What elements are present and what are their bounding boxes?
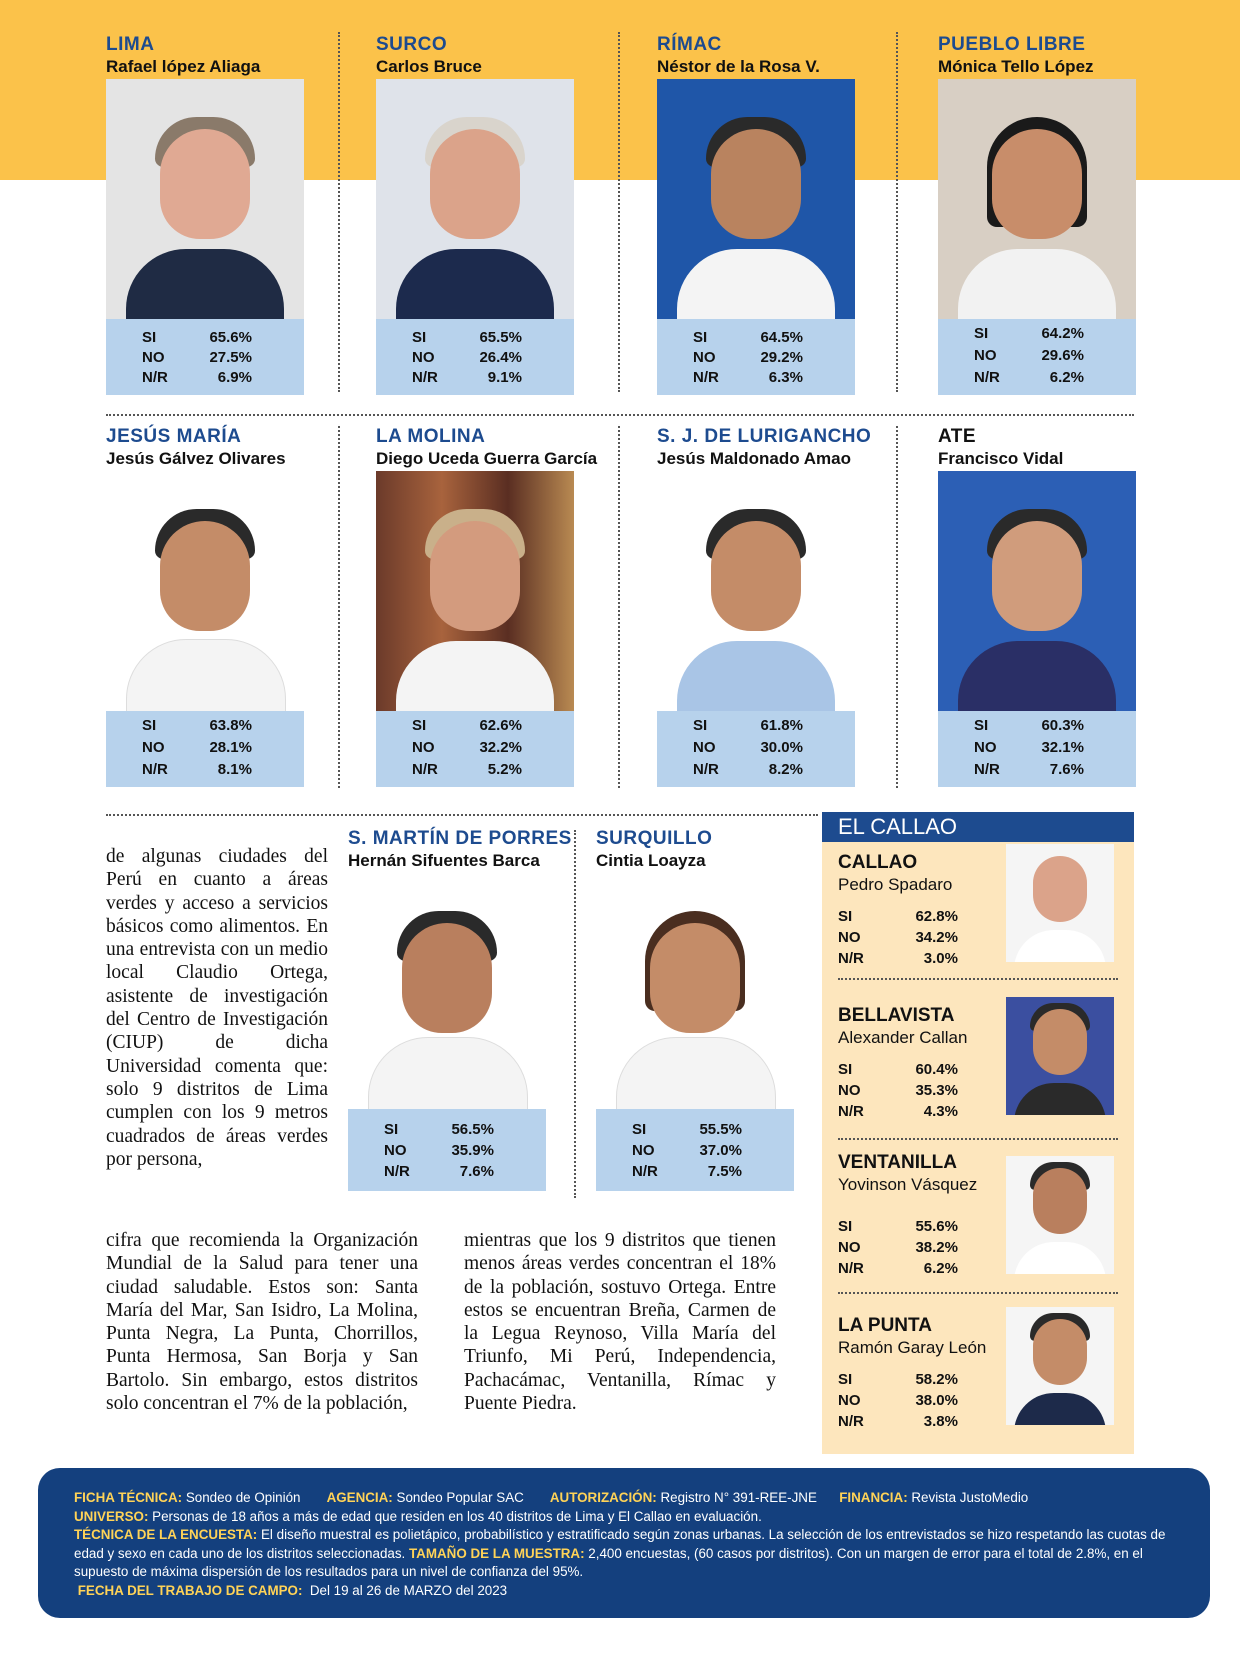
nr-value: 6.2% [923, 1260, 958, 1277]
candidate-card-pueblo-libre [938, 34, 1138, 395]
nr-value: 8.2% [768, 761, 803, 778]
nr-label: N/R [974, 761, 1000, 778]
column-divider [574, 830, 576, 1198]
universo-label: UNIVERSO: [74, 1508, 149, 1524]
poll-results [376, 319, 574, 395]
tamano-label: TAMAÑO DE LA MUESTRA: [409, 1545, 585, 1561]
column-divider [618, 32, 620, 392]
candidate-photo [657, 471, 855, 711]
universo-value: Personas de 18 años a más de edad que residen en los 40 distritos de Lima y El Callao en evaluación. [152, 1508, 762, 1524]
no-value: 35.9% [451, 1142, 494, 1159]
candidate-name: Cintia Loayza [596, 851, 706, 870]
candidate-name: Rafael lópez Aliaga [106, 57, 261, 76]
no-value: 32.2% [479, 739, 522, 756]
si-value: 55.6% [915, 1218, 958, 1235]
nr-value: 3.8% [923, 1413, 958, 1430]
nr-value: 8.1% [217, 761, 252, 778]
nr-value: 6.3% [768, 369, 803, 386]
row-divider [106, 814, 818, 816]
si-value: 60.4% [915, 1061, 958, 1078]
si-label: SI [142, 329, 157, 346]
nr-value: 5.2% [487, 761, 522, 778]
callao-title: EL CALLAO [822, 812, 1134, 842]
candidate-name: Hernán Sifuentes Barca [348, 851, 540, 870]
si-value: 64.2% [1041, 325, 1084, 342]
callao-divider [838, 1292, 1118, 1294]
nr-value: 3.0% [923, 950, 958, 967]
tecnica-label: TÉCNICA DE LA ENCUESTA: [74, 1527, 258, 1542]
candidate-photo [657, 79, 855, 319]
candidate-card-la-molina [376, 426, 598, 787]
si-value: 63.8% [209, 717, 252, 734]
candidate-name: Néstor de la Rosa V. [657, 57, 820, 76]
si-label: SI [384, 1121, 399, 1138]
fecha-label: FECHA DEL TRABAJO DE CAMPO: [77, 1582, 303, 1598]
candidate-photo [106, 79, 304, 319]
no-value: 26.4% [479, 349, 522, 366]
candidate-name: Diego Uceda Guerra García [376, 449, 598, 468]
callao-divider [838, 978, 1118, 980]
nr-value: 6.2% [1049, 369, 1084, 386]
financia-label: FINANCIA: [839, 1490, 908, 1505]
candidate-photo [1006, 1307, 1114, 1425]
si-label: SI [632, 1121, 647, 1138]
fecha-value: Del 19 al 26 de MARZO del 2023 [309, 1582, 508, 1598]
no-label: NO [974, 739, 997, 756]
nr-label: N/R [838, 950, 864, 967]
no-label: NO [838, 1082, 861, 1099]
si-label: SI [412, 329, 427, 346]
tamano-value: 2,400 encuestas, (60 casos por distritos). Con un margen de error para el total de 2.8%, en el supuesto de máxima dispersión de los resultados para un nivel de confianza del 95%. [74, 1545, 1143, 1579]
district-name: SURCO [376, 34, 448, 55]
si-value: 62.8% [915, 908, 958, 925]
candidate-name: Jesús Gálvez Olivares [106, 449, 286, 468]
district-name: BELLAVISTA [838, 1005, 955, 1026]
poll-results [106, 319, 304, 395]
no-value: 30.0% [760, 739, 803, 756]
no-label: NO [142, 739, 165, 756]
candidate-card-surco [376, 34, 576, 395]
district-name: S. J. DE LURIGANCHO [657, 426, 872, 447]
nr-label: N/R [838, 1413, 864, 1430]
no-value: 38.0% [915, 1392, 958, 1409]
district-name: RÍMAC [657, 34, 722, 55]
nr-value: 4.3% [923, 1103, 958, 1120]
candidate-card-lima [106, 34, 306, 395]
si-label: SI [693, 329, 708, 346]
candidate-card-rimac [657, 34, 857, 395]
district-name: VENTANILLA [838, 1152, 957, 1173]
no-label: NO [412, 349, 435, 366]
ficha-line-3 [74, 1526, 1184, 1582]
no-label: NO [693, 349, 716, 366]
no-label: NO [974, 347, 997, 364]
si-value: 61.8% [760, 717, 803, 734]
no-value: 32.1% [1041, 739, 1084, 756]
candidate-photo [376, 471, 574, 711]
si-value: 58.2% [915, 1371, 958, 1388]
column-divider [338, 32, 340, 392]
no-label: NO [142, 349, 165, 366]
nr-value: 7.6% [459, 1163, 494, 1180]
nr-label: N/R [632, 1163, 658, 1180]
district-name: LA PUNTA [838, 1315, 932, 1336]
si-value: 56.5% [451, 1121, 494, 1138]
nr-label: N/R [142, 761, 168, 778]
callao-divider [838, 1138, 1118, 1140]
candidate-photo [376, 79, 574, 319]
si-label: SI [142, 717, 157, 734]
district-name: LA MOLINA [376, 426, 486, 447]
no-label: NO [838, 929, 861, 946]
no-label: NO [693, 739, 716, 756]
column-divider [338, 426, 340, 788]
poll-results [657, 319, 855, 395]
nr-value: 7.5% [707, 1163, 742, 1180]
candidate-card-ate [938, 426, 1138, 787]
candidate-card-surquillo [596, 828, 796, 1191]
autorizacion-value: Registro N° 391-REE-JNE [660, 1490, 817, 1505]
nr-label: N/R [693, 761, 719, 778]
technical-sheet [38, 1468, 1210, 1618]
si-label: SI [838, 1061, 853, 1078]
ficha-line-4 [74, 1582, 1184, 1601]
no-label: NO [384, 1142, 407, 1159]
district-name: LIMA [106, 34, 155, 55]
candidate-photo [1006, 1156, 1114, 1274]
candidate-card-jesus-maria [106, 426, 306, 787]
no-label: NO [838, 1392, 861, 1409]
no-value: 37.0% [699, 1142, 742, 1159]
poll-results [938, 319, 1136, 395]
nr-label: N/R [838, 1103, 864, 1120]
poll-results [106, 711, 304, 787]
nr-value: 6.9% [217, 369, 252, 386]
si-label: SI [838, 1371, 853, 1388]
nr-label: N/R [838, 1260, 864, 1277]
agencia-label: AGENCIA: [326, 1490, 393, 1505]
nr-value: 7.6% [1049, 761, 1084, 778]
article-column-1-bottom: cifra que recomienda la Organización Mundial de la Salud para tener una ciudad saludable. Estos son: Santa María del Mar, San Isidro, La Molina, Punta Negra, La Punta, Chorrillos, Punta Hermosa, San Borja y San Bartolo. Sin embargo, estos distritos solo concentran el 7% de la población, [106, 1230, 418, 1415]
poll-results [938, 711, 1136, 787]
ficha-line-1 [74, 1489, 1184, 1508]
candidate-name: Ramón Garay León [838, 1338, 987, 1357]
district-name: SURQUILLO [596, 828, 713, 849]
candidate-name: Francisco Vidal [938, 449, 1064, 468]
column-divider [896, 426, 898, 788]
no-label: NO [632, 1142, 655, 1159]
no-label: NO [412, 739, 435, 756]
candidate-name: Carlos Bruce [376, 57, 482, 76]
district-name: S. MARTÍN DE PORRES [348, 828, 572, 849]
candidate-photo [938, 79, 1136, 319]
poll-results [596, 1109, 794, 1191]
candidate-card-smp [348, 828, 572, 1191]
si-value: 65.5% [479, 329, 522, 346]
candidate-photo [1006, 997, 1114, 1115]
no-value: 35.3% [915, 1082, 958, 1099]
callao-item [822, 1005, 1134, 1155]
callao-item [822, 1315, 1134, 1465]
ficha-line-2 [74, 1508, 1184, 1527]
candidate-photo [348, 873, 546, 1109]
ficha-label: FICHA TÉCNICA: [74, 1490, 183, 1505]
autorizacion-label: AUTORIZACIÓN: [549, 1490, 657, 1505]
candidate-name: Jesús Maldonado Amao [657, 449, 851, 468]
nr-label: N/R [693, 369, 719, 386]
candidate-name: Pedro Spadaro [838, 875, 953, 894]
no-label: NO [838, 1239, 861, 1256]
nr-label: N/R [384, 1163, 410, 1180]
no-value: 29.6% [1041, 347, 1084, 364]
column-divider [618, 426, 620, 788]
si-value: 64.5% [760, 329, 803, 346]
candidate-name: Alexander Callan [838, 1028, 968, 1047]
district-name: PUEBLO LIBRE [938, 34, 1086, 55]
si-label: SI [693, 717, 708, 734]
no-value: 29.2% [760, 349, 803, 366]
si-label: SI [838, 908, 853, 925]
candidate-photo [938, 471, 1136, 711]
nr-label: N/R [412, 369, 438, 386]
callao-item [822, 1152, 1134, 1302]
nr-label: N/R [142, 369, 168, 386]
candidate-photo [596, 873, 794, 1109]
callao-box [822, 812, 1134, 1454]
article-column-1-top: de algunas ciudades del Perú en cuanto a áreas verdes y acceso a servicios básicos como alimentos. En una entrevista con un medio local Claudio Ortega, asistente de investigación del Centro de Investigación (CIUP) de dicha Universidad comenta que: solo 9 distritos de Lima cumplen con los 9 metros cuadrados de áreas verdes por persona, [106, 846, 328, 1170]
si-value: 65.6% [209, 329, 252, 346]
candidate-photo [106, 471, 304, 711]
financia-value: Revista JustoMedio [911, 1490, 1029, 1505]
poll-results [376, 711, 574, 787]
no-value: 34.2% [915, 929, 958, 946]
si-label: SI [974, 325, 989, 342]
candidate-card-sjl [657, 426, 872, 787]
candidate-photo [1006, 844, 1114, 962]
si-label: SI [974, 717, 989, 734]
row-divider [106, 414, 1134, 416]
poll-results [348, 1109, 546, 1191]
candidate-name: Mónica Tello López [938, 57, 1094, 76]
agencia-value: Sondeo Popular SAC [396, 1490, 524, 1505]
si-value: 60.3% [1041, 717, 1084, 734]
nr-label: N/R [974, 369, 1000, 386]
no-value: 28.1% [209, 739, 252, 756]
si-value: 62.6% [479, 717, 522, 734]
no-value: 27.5% [209, 349, 252, 366]
district-name: ATE [938, 426, 977, 447]
article-column-2: mientras que los 9 distritos que tienen menos áreas verdes concentran el 18% de la población, sostuvo Ortega. Entre estos se encuentran Breña, Carmen de la Legua Reynoso, Villa María del Triunfo, Mi Perú, Independencia, Pachacámac, Ventanilla, Rímac y Puente Piedra. [464, 1230, 776, 1415]
tecnica-value: El diseño muestral es polietápico, probabilístico y estratificado según zonas urbanas. La selección de los entrevistados se hizo respetando las cuotas de edad y sexo en cada uno de los distritos seleccionadas. [74, 1527, 1166, 1561]
no-value: 38.2% [915, 1239, 958, 1256]
ficha-value: Sondeo de Opinión [185, 1490, 301, 1505]
district-name: CALLAO [838, 852, 918, 873]
candidate-name: Yovinson Vásquez [838, 1175, 978, 1194]
si-label: SI [412, 717, 427, 734]
nr-value: 9.1% [487, 369, 522, 386]
si-label: SI [838, 1218, 853, 1235]
column-divider [896, 32, 898, 392]
district-name: JESÚS MARÍA [106, 426, 242, 447]
nr-label: N/R [412, 761, 438, 778]
poll-results [657, 711, 855, 787]
si-value: 55.5% [699, 1121, 742, 1138]
